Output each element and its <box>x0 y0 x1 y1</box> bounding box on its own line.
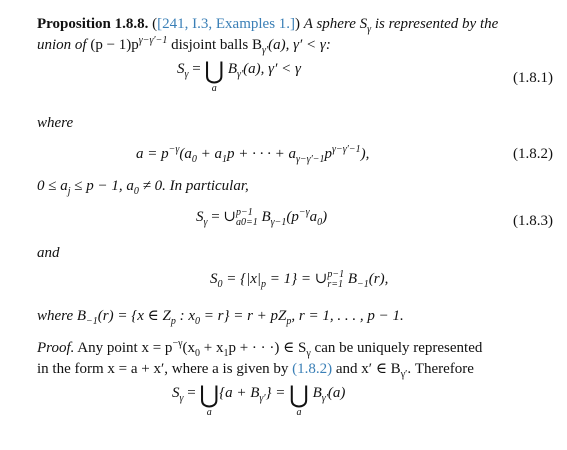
statement-1: A sphere $S_\gamma$ is represented by the <box>303 16 499 35</box>
ref-open: ( <box>152 16 158 32</box>
proposition-line-2: union of $(p - 1)p^{\gamma-\gamma'-1}$ disjoint balls $B_{\gamma'}(a)$, γ′ < γ: <box>37 35 331 56</box>
proof-line-2: in the form x = a + x′, where a is given by (1.8.2) and x′ ∈ $B_{\gamma'}$. Therefore <box>37 361 474 380</box>
proof-label: Proof. <box>37 340 75 356</box>
eq4-union-limits: p−1 r=1 <box>327 269 345 290</box>
ref-close: ) <box>295 16 301 32</box>
proposition-title: Proposition 1.8.8. <box>37 16 149 32</box>
where-b-line: where $B_{-1}(r) = \{x$ ∈ $Z_p$ : $x_0 = r\} = r + pZ_p$, r = 1, . . . , p − 1. <box>37 308 404 327</box>
proposition-line-1 <box>37 15 498 34</box>
condition-line: $0 \le a_j \le p - 1$, $a_0 \ne 0$. In particular, <box>37 178 249 197</box>
union-operator-1: ⋃ a <box>199 383 220 418</box>
union-operator: ⋃ a <box>204 59 225 94</box>
equation-number-1-8-1: (1.8.1) <box>513 70 553 86</box>
proof-line-1: Proof. Any point $x = p^{-\gamma}(x_0 + x_1p$ + · · ·) ∈ $S_\gamma$ can be uniquely represented <box>37 338 483 359</box>
equation-ref-link[interactable]: (1.8.2) <box>292 361 333 377</box>
where-label: where <box>37 115 74 131</box>
equation-number-1-8-3: (1.8.3) <box>513 213 553 229</box>
equation-1-8-1: $S_\gamma$ = ⋃ a $B_{\gamma'}(a)$, γ′ < γ <box>177 59 301 94</box>
equation-final: $S_\gamma$ = ⋃ a $\{a + B_{\gamma'}\}$ = ⋃ a $B_{\gamma'}(a)$ <box>172 383 346 418</box>
equation-1-8-3: $S_\gamma$ = ∪ p−1 a0=1 $B_{\gamma-1}(p^{-\gamma}a_0)$ <box>196 207 328 228</box>
union-operator-2: ⋃ a <box>289 383 309 418</box>
equation-1-8-2: $a = p^{-\gamma}(a_0 + a_1p$ + · · · + $a_{\gamma-\gamma'-1}p^{\gamma-\gamma'-1}$), <box>136 144 370 165</box>
and-label: and <box>37 245 60 261</box>
equation-s0: $S_0 = \{|x|_p = 1\}$ = ∪ p−1 r=1 $B_{-1}(r)$, <box>210 269 389 290</box>
ref-link[interactable]: [241, I.3, Examples 1.] <box>157 16 296 32</box>
equation-number-1-8-2: (1.8.2) <box>513 146 553 162</box>
eq3-union-limits: p−1 a0=1 <box>235 207 258 228</box>
